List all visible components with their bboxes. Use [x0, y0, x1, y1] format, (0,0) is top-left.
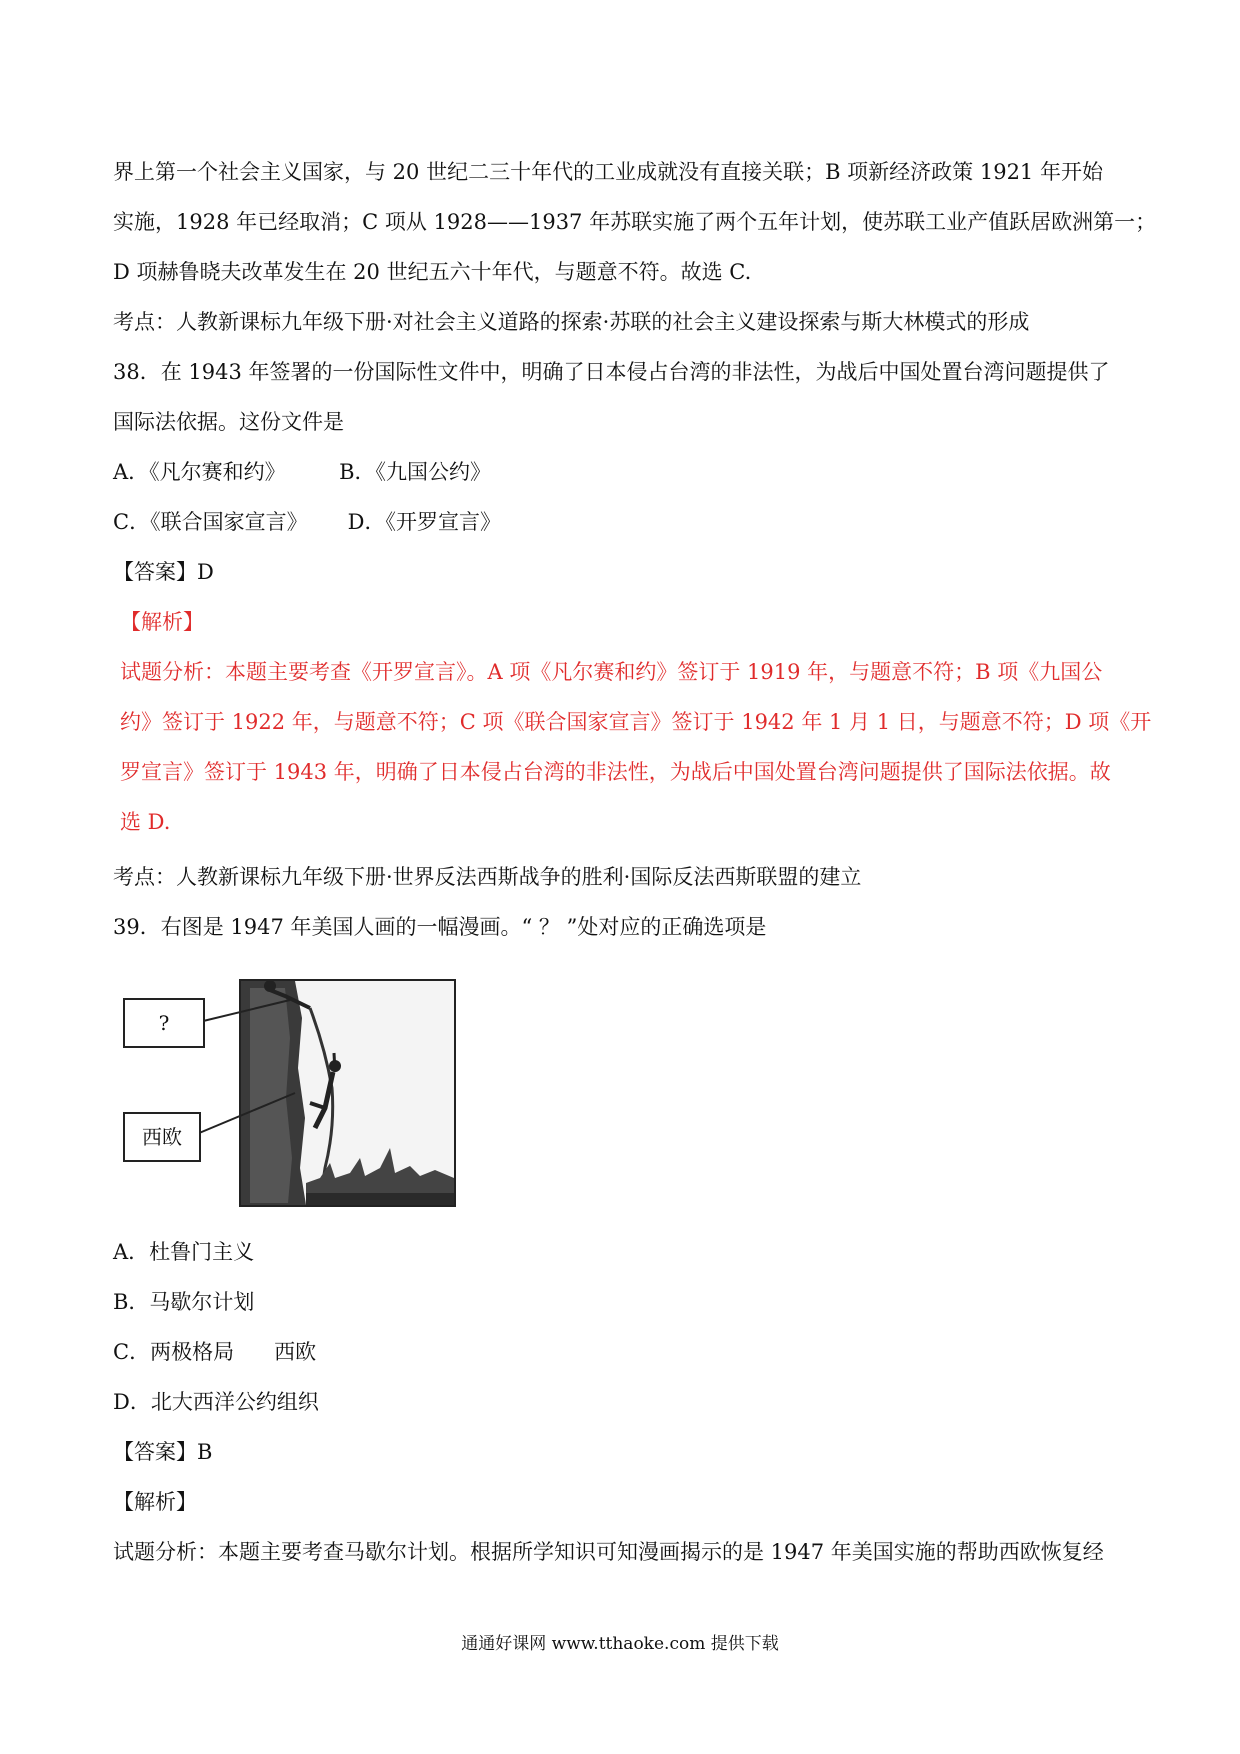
kaodian-line: 考点：人教新课标九年级下册·世界反法西斯战争的胜利·国际反法西斯联盟的建立: [113, 865, 862, 889]
option-d: D．北大西洋公约组织: [113, 1390, 319, 1414]
answer-39: 【答案】B: [113, 1440, 213, 1464]
option-c: C．两极格局 西欧: [113, 1340, 317, 1364]
question-39-line: 39．右图是 1947 年美国人画的一幅漫画。“ ？ ”处对应的正确选项是: [113, 915, 767, 939]
analysis-line: 试题分析：本题主要考查《开罗宣言》。A 项《凡尔赛和约》签订于 1919 年，与题意不符；B 项《九国公: [120, 660, 1103, 684]
text-line: 界上第一个社会主义国家，与 20 世纪二三十年代的工业成就没有直接关联；B 项新经济政策 1921 年开始: [113, 160, 1103, 184]
analysis-line: 试题分析：本题主要考查马歇尔计划。根据所学知识可知漫画揭示的是 1947 年美国实施的帮助西欧恢复经: [113, 1540, 1104, 1564]
cartoon-figure: [120, 978, 460, 1210]
options-cd: C．《联合国家宣言》 D．《开罗宣言》: [113, 510, 501, 534]
analysis-heading: 【解析】: [120, 610, 204, 634]
question-38-line: 国际法依据。这份文件是: [113, 410, 344, 434]
analysis-line: 约》签订于 1922 年，与题意不符；C 项《联合国家宣言》签订于 1942 年 1 月 1 日，与题意不符；D 项《开: [120, 710, 1152, 734]
option-a: A．杜鲁门主义: [113, 1240, 255, 1264]
cartoon-west-europe-box: 西欧: [123, 1112, 201, 1162]
page-footer: 通通好课网 www.tthaoke.com 提供下载: [461, 1634, 779, 1654]
options-ab: A．《凡尔赛和约》 B．《九国公约》: [113, 460, 491, 484]
text-line: 实施，1928 年已经取消；C 项从 1928——1937 年苏联实施了两个五年计划，使苏联工业产值跃居欧洲第一；: [113, 210, 1157, 234]
answer-38: 【答案】D: [113, 560, 214, 584]
analysis-line: 罗宣言》签订于 1943 年，明确了日本侵占台湾的非法性，为战后中国处置台湾问题提供了国际法依据。故: [120, 760, 1111, 784]
kaodian-line: 考点：人教新课标九年级下册·对社会主义道路的探索·苏联的社会主义建设探索与斯大林模式的形成: [113, 310, 1030, 334]
analysis-line: 选 D.: [120, 810, 171, 834]
option-b: B．马歇尔计划: [113, 1290, 255, 1314]
analysis-heading: 【解析】: [113, 1490, 197, 1514]
cartoon-question-box: ?: [123, 998, 205, 1048]
question-38-line: 38．在 1943 年签署的一份国际性文件中，明确了日本侵占台湾的非法性，为战后中国处置台湾问题提供了: [113, 360, 1110, 384]
text-line: D 项赫鲁晓夫改革发生在 20 世纪五六十年代，与题意不符。故选 C.: [113, 260, 752, 284]
